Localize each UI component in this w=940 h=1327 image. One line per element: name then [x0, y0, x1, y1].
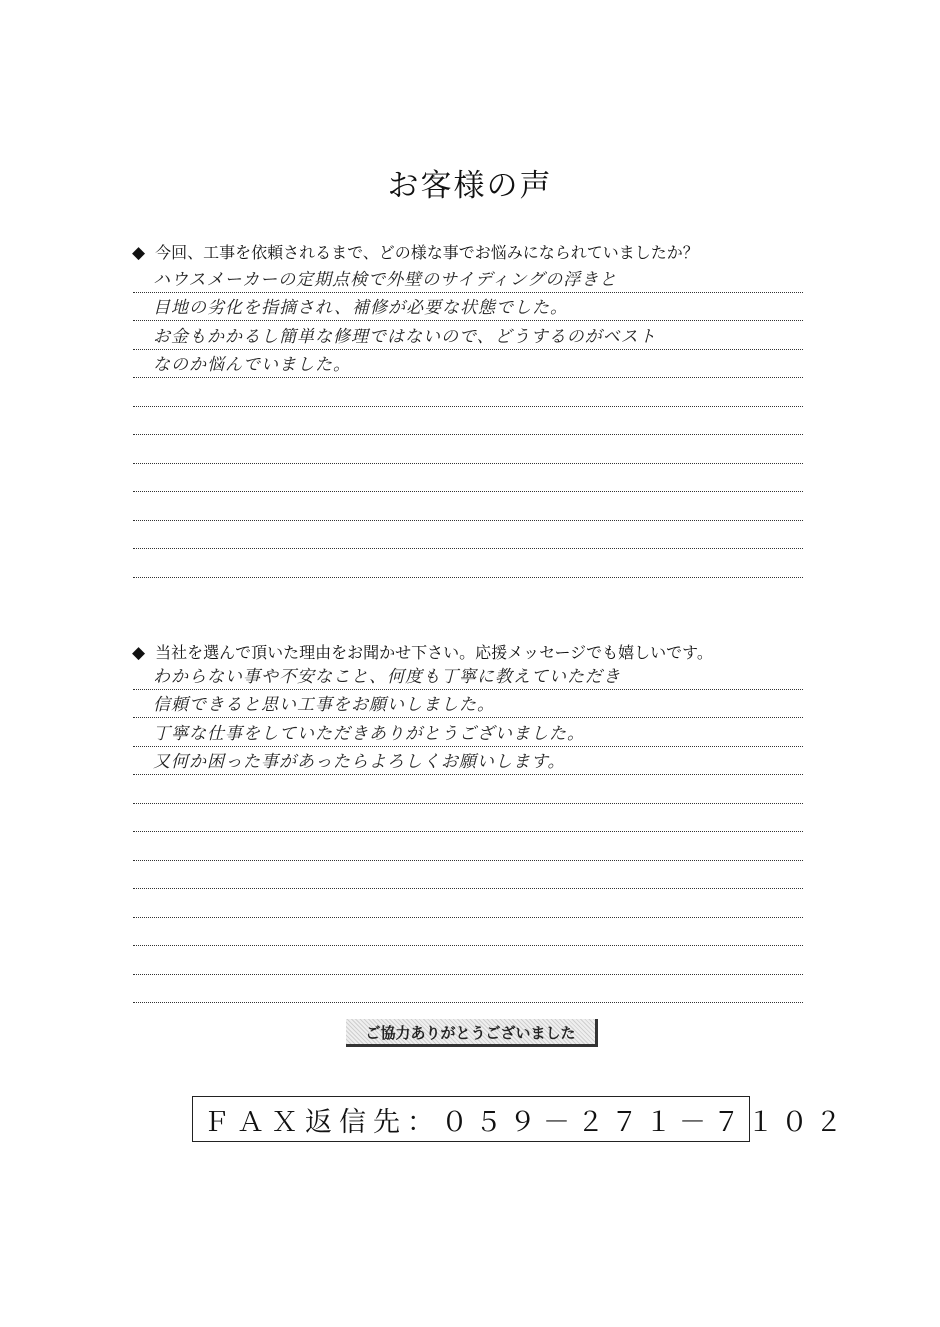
- ruled-line: [133, 378, 803, 407]
- ruled-line: [133, 464, 803, 493]
- handwritten-answer-line: 目地の劣化を指摘され、補修が必要な状態でした。: [153, 298, 569, 318]
- ruled-line: [133, 549, 803, 578]
- question-2: [132, 640, 713, 663]
- question-2-text: 当社を選んで頂いた理由をお聞かせ下さい。応援メッセージでも嬉しいです。: [155, 643, 713, 662]
- handwritten-answer-line: わからない事や不安なこと、何度も丁寧に教えていただき: [153, 666, 621, 687]
- ruled-line: [133, 521, 803, 550]
- ruled-line: [133, 407, 803, 436]
- ruled-line: [133, 661, 803, 690]
- page-title: お客様の声: [387, 168, 553, 204]
- handwritten-answer-line: 信頼できると思い工事をお願いしました。: [153, 695, 495, 715]
- handwritten-answer-line: 又何か困った事があったらよろしくお願いします。: [153, 752, 566, 772]
- handwritten-answer-line: なのか悩んでいました。: [153, 355, 351, 375]
- fax-return-box: [192, 1096, 849, 1142]
- ruled-line: [133, 293, 803, 322]
- ruled-line: [133, 747, 803, 776]
- handwritten-answer-line: お金もかかるし簡単な修理ではないので、どうするのがベスト: [153, 326, 657, 347]
- thanks-stamp: ご協力ありがとうございました: [346, 1019, 598, 1047]
- ruled-line: [133, 975, 803, 1004]
- ruled-line: [133, 321, 803, 350]
- ruled-line: [133, 350, 803, 379]
- diamond-bullet-icon: ◆: [132, 243, 146, 263]
- question-1: [132, 240, 699, 263]
- ruled-line: [133, 775, 803, 804]
- ruled-line: [133, 435, 803, 464]
- ruled-line: [133, 264, 803, 293]
- ruled-line: [133, 889, 803, 918]
- ruled-line: [133, 946, 803, 975]
- ruled-line: [133, 804, 803, 833]
- answer-1-area: [133, 264, 803, 578]
- answer-2-area: [133, 661, 803, 1003]
- diamond-bullet-icon: ◆: [132, 643, 146, 663]
- ruled-line: [133, 861, 803, 890]
- fax-number-text: ＦＡＸ返信先：０５９－２７１－７１０２: [203, 1106, 849, 1138]
- question-1-text: 今回、工事を依頼されるまで、どの様な事でお悩みになられていましたか？: [155, 243, 699, 262]
- ruled-line: [133, 492, 803, 521]
- ruled-line: [133, 918, 803, 947]
- handwritten-answer-line: 丁寧な仕事をしていただきありがとうございました。: [153, 723, 585, 744]
- ruled-line: [133, 718, 803, 747]
- ruled-line: [133, 690, 803, 719]
- handwritten-answer-line: ハウスメーカーの定期点検で外壁のサイディングの浮きと: [153, 269, 618, 290]
- ruled-line: [133, 832, 803, 861]
